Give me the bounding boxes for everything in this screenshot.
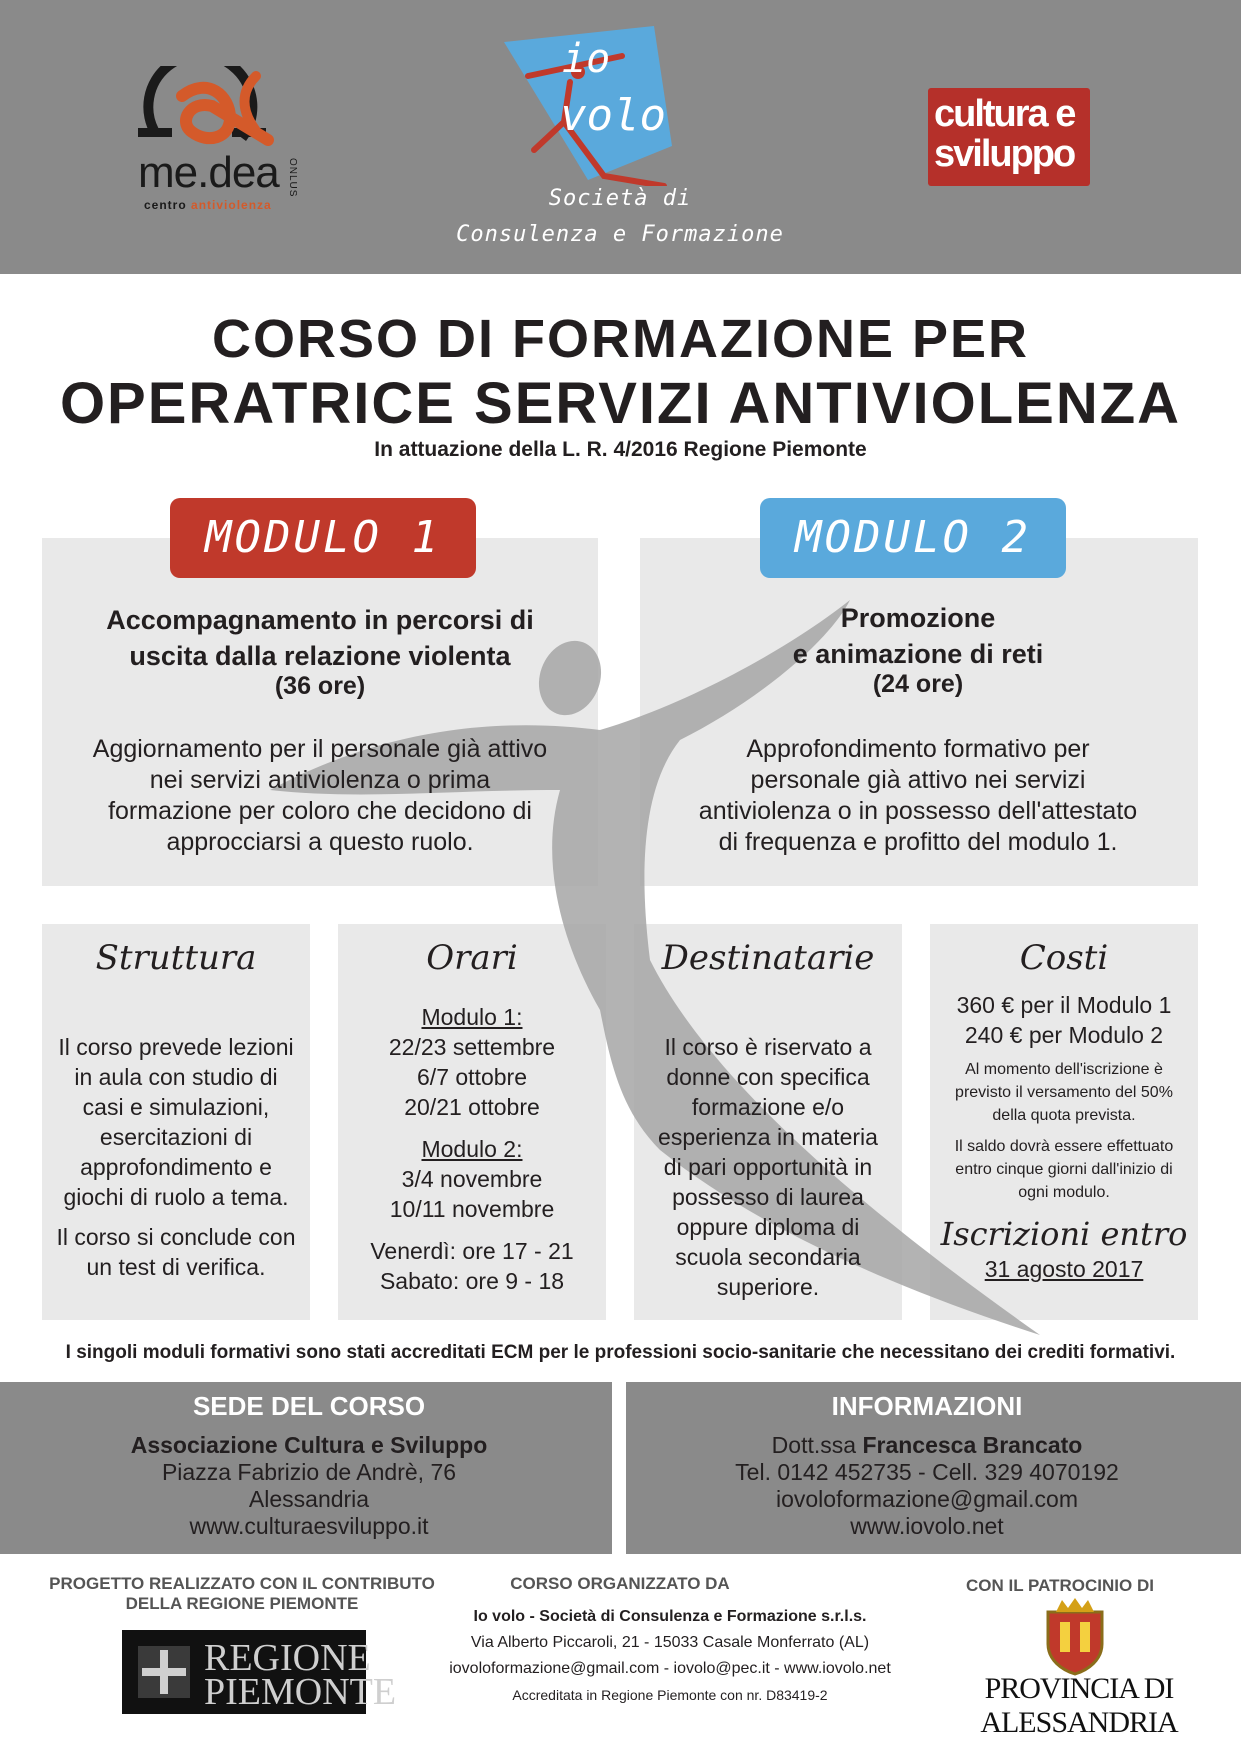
sede-details: Associazione Cultura e Sviluppo Piazza Fabrizio de Andrè, 76 Alessandria www.culturaesviluppo.it [22,1432,596,1540]
costi-text: 360 € per il Modulo 1 240 € per Modulo 2 Al momento dell'iscrizione è previsto il versamento del 50% della quota prevista. Il saldo dovrà essere effettuato entro cinque giorni dall'inizio di ogni modulo. Iscrizioni entro 31 agosto 2017 [930,990,1198,1284]
sede-website-link[interactable]: www.culturaesviluppo.it [189,1513,429,1539]
medea-tagline: centro antiviolenza [144,198,272,212]
informazioni-title: INFORMAZIONI [831,1391,1023,1421]
modulo1-description: Aggiornamento per il personale già attivo nei servizi antiviolenza o prima formazione per coloro che decidono di approcciarsi a questo ruolo. [92,735,548,856]
costi-title: Costi [1019,938,1109,978]
costi-deadline-label: Iscrizioni entro [940,1215,1188,1253]
modulo2-heading: Promozione e animazione di reti [792,603,1044,669]
footer-left-label: PROGETTO REALIZZATO CON IL CONTRIBUTO DELLA REGIONE PIEMONTE [49,1574,435,1613]
ecm-note: I singoli moduli formativi sono stati accreditati ECM per le professioni socio-sanitarie che necessitano dei crediti formativi. [65,1342,1176,1363]
modulo1-hours: (36 ore) [274,672,366,700]
struttura-text: Il corso prevede lezioni in aula con studio di casi e simulazioni, esercitazioni di approfondimento e giochi di ruolo a tema. Il corso si conclude con un test di verifica. [56,1034,296,1280]
modulo2-badge: MODULO 2 [760,498,1066,578]
informazioni-email-link[interactable]: iovoloformazione@gmail.com [775,1486,1079,1512]
orari-title: Orari [426,938,518,978]
page-title-line2: OPERATRICE SERVIZI ANTIVIOLENZA [59,371,1182,436]
informazioni-website-link[interactable]: www.iovolo.net [850,1513,1004,1539]
modulo2-description: Approfondimento formativo per personale già attivo nei servizi antiviolenza o in possesso dell'attestato di frequenza e profitto del modulo 1. [698,735,1138,856]
modulo2-hours: (24 ore) [872,670,964,698]
destinatarie-text: Il corso è riservato a donne con specifica formazione e/o esperienza in materia di pari opportunità in possesso di laurea oppure diploma di scuola secondaria superiore. [658,1034,878,1300]
iovolo-caption-line1: Società di [548,186,692,211]
struttura-title: Struttura [95,938,257,978]
modulo1-badge: MODULO 1 [170,498,476,578]
footer-center-label: CORSO ORGANIZZATO DA [510,1574,730,1593]
sede-title: SEDE DEL CORSO [192,1391,426,1421]
iovolo-caption-line2: Consulenza e Formazione [456,222,784,247]
medea-onlus: ONLUS [287,158,298,198]
cultura-logo-line2: sviluppo [934,133,1075,175]
iovolo-volo: volo [560,90,666,141]
footer-right-label: CON IL PATROCINIO DI [966,1576,1154,1595]
footer-organizer: Io volo - Società di Consulenza e Formazione s.r.l.s. Via Alberto Piccaroli, 21 - 15033 Casale Monferrato (AL) iovoloformazione@gmail.com - iovolo@pec.it - www.iovolo.net Accreditata in Regione Piemonte con nr. D83419-2 [449,1608,891,1703]
page-subtitle: In attuazione della L. R. 4/2016 Regione Piemonte [374,438,867,461]
regione-piemonte-logo: REGIONE PIEMONTE [122,1630,366,1714]
destinatarie-title: Destinatarie [661,938,875,978]
informazioni-details: Dott.ssa Francesca Brancato Tel. 0142 452735 - Cell. 329 4070192 iovoloformazione@gmail.com www.iovolo.net [640,1432,1214,1540]
provincia-logo-text: PROVINCIA DI ALESSANDRIA [980,1672,1178,1739]
page-title-line1: CORSO DI FORMAZIONE PER [211,309,1030,369]
costi-deadline-date: 31 agosto 2017 [984,1256,1144,1282]
medea-wordmark: me.dea [138,148,279,197]
orari-text: Modulo 1: 22/23 settembre 6/7 ottobre 20/21 ottobre Modulo 2: 3/4 novembre 10/11 novembre Venerdì: ore 17 - 21 Sabato: ore 9 - 18 [370,1004,574,1294]
modulo1-heading: Accompagnamento in percorsi di uscita dalla relazione violenta [106,605,534,671]
cultura-logo-line1: cultura e [934,93,1075,135]
iovolo-io: io [562,36,611,82]
